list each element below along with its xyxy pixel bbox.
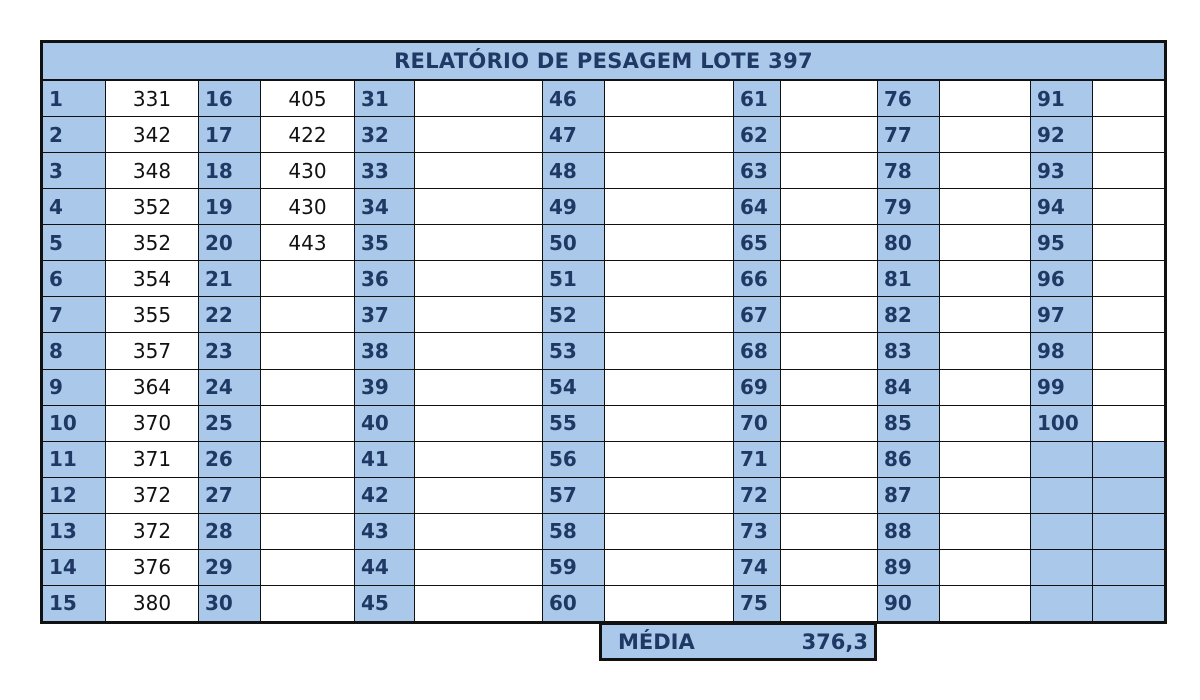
animal-number-cell: 71	[733, 442, 780, 477]
weight-value-cell	[780, 406, 877, 441]
animal-number-cell: 12	[43, 478, 105, 513]
animal-number-cell: 74	[733, 550, 780, 585]
weight-value-cell	[260, 478, 354, 513]
animal-number-cell: 95	[1030, 225, 1092, 260]
weight-value-cell	[939, 153, 1030, 188]
weight-value-cell: 443	[260, 225, 354, 260]
animal-number-cell: 16	[198, 81, 260, 116]
animal-number-cell: 57	[542, 478, 604, 513]
animal-number-cell: 30	[198, 586, 260, 621]
weight-value-cell	[260, 586, 354, 621]
animal-number-cell: 2	[43, 117, 105, 152]
weight-value-cell	[780, 333, 877, 368]
weight-value-cell	[260, 406, 354, 441]
animal-number-cell: 93	[1030, 153, 1092, 188]
animal-number-cell: 45	[354, 586, 414, 621]
animal-number-cell: 38	[354, 333, 414, 368]
weight-value-cell: 430	[260, 153, 354, 188]
average-box	[599, 624, 877, 661]
animal-number-cell: 28	[198, 514, 260, 549]
weight-value-cell	[604, 333, 733, 368]
weight-value-cell	[939, 586, 1030, 621]
table-row	[43, 332, 1164, 368]
weight-value-cell	[260, 442, 354, 477]
animal-number-cell: 41	[354, 442, 414, 477]
weight-value-cell	[604, 189, 733, 224]
animal-number-cell: 3	[43, 153, 105, 188]
animal-number-cell	[1030, 514, 1092, 549]
animal-number-cell: 46	[542, 81, 604, 116]
animal-number-cell: 34	[354, 189, 414, 224]
animal-number-cell: 62	[733, 117, 780, 152]
animal-number-cell: 76	[877, 81, 939, 116]
animal-number-cell: 39	[354, 370, 414, 405]
animal-number-cell: 96	[1030, 261, 1092, 296]
weight-value-cell	[1092, 189, 1164, 224]
table-row	[43, 513, 1164, 549]
weight-value-cell	[1092, 297, 1164, 332]
weight-value-cell	[1092, 442, 1164, 477]
weight-value-cell	[780, 478, 877, 513]
weight-value-cell: 405	[260, 81, 354, 116]
weight-value-cell	[1092, 550, 1164, 585]
animal-number-cell: 8	[43, 333, 105, 368]
average-label: MÉDIA	[618, 629, 695, 654]
weight-value-cell: 372	[105, 514, 198, 549]
animal-number-cell: 10	[43, 406, 105, 441]
weight-value-cell	[1092, 333, 1164, 368]
weight-value-cell	[780, 586, 877, 621]
animal-number-cell: 9	[43, 370, 105, 405]
animal-number-cell: 42	[354, 478, 414, 513]
animal-number-cell: 26	[198, 442, 260, 477]
table-row	[43, 441, 1164, 477]
animal-number-cell: 64	[733, 189, 780, 224]
animal-number-cell: 79	[877, 189, 939, 224]
animal-number-cell: 29	[198, 550, 260, 585]
animal-number-cell: 21	[198, 261, 260, 296]
animal-number-cell: 20	[198, 225, 260, 260]
weight-value-cell	[780, 117, 877, 152]
animal-number-cell: 14	[43, 550, 105, 585]
weight-value-cell	[414, 478, 542, 513]
animal-number-cell: 4	[43, 189, 105, 224]
weight-value-cell	[414, 550, 542, 585]
table-row	[43, 81, 1164, 116]
weight-value-cell	[604, 442, 733, 477]
weight-value-cell	[1092, 370, 1164, 405]
animal-number-cell: 18	[198, 153, 260, 188]
report-title: RELATÓRIO DE PESAGEM LOTE 397	[43, 43, 1164, 81]
animal-number-cell: 92	[1030, 117, 1092, 152]
weight-value-cell	[1092, 478, 1164, 513]
weight-value-cell	[780, 297, 877, 332]
weight-value-cell: 352	[105, 225, 198, 260]
animal-number-cell: 54	[542, 370, 604, 405]
weight-value-cell	[260, 261, 354, 296]
weight-value-cell	[604, 261, 733, 296]
weight-value-cell	[414, 261, 542, 296]
weight-value-cell	[939, 81, 1030, 116]
animal-number-cell: 5	[43, 225, 105, 260]
weight-value-cell	[414, 370, 542, 405]
weight-value-cell	[414, 189, 542, 224]
animal-number-cell: 89	[877, 550, 939, 585]
animal-number-cell: 97	[1030, 297, 1092, 332]
weight-value-cell	[1092, 153, 1164, 188]
weight-value-cell	[1092, 117, 1164, 152]
animal-number-cell: 6	[43, 261, 105, 296]
animal-number-cell: 31	[354, 81, 414, 116]
weight-value-cell	[939, 514, 1030, 549]
animal-number-cell: 32	[354, 117, 414, 152]
animal-number-cell: 82	[877, 297, 939, 332]
weight-value-cell	[939, 550, 1030, 585]
weight-value-cell	[780, 261, 877, 296]
weight-value-cell	[604, 406, 733, 441]
weight-value-cell	[939, 333, 1030, 368]
animal-number-cell: 58	[542, 514, 604, 549]
weight-value-cell	[1092, 514, 1164, 549]
animal-number-cell: 44	[354, 550, 414, 585]
animal-number-cell: 61	[733, 81, 780, 116]
animal-number-cell: 67	[733, 297, 780, 332]
weight-value-cell	[414, 153, 542, 188]
animal-number-cell: 24	[198, 370, 260, 405]
animal-number-cell: 60	[542, 586, 604, 621]
weight-value-cell: 370	[105, 406, 198, 441]
weight-value-cell	[1092, 586, 1164, 621]
animal-number-cell: 99	[1030, 370, 1092, 405]
table-row	[43, 296, 1164, 332]
animal-number-cell: 47	[542, 117, 604, 152]
weight-value-cell	[780, 550, 877, 585]
animal-number-cell: 37	[354, 297, 414, 332]
animal-number-cell	[1030, 586, 1092, 621]
weight-value-cell	[939, 189, 1030, 224]
animal-number-cell: 51	[542, 261, 604, 296]
weight-value-cell	[939, 297, 1030, 332]
weight-value-cell	[414, 225, 542, 260]
weight-value-cell	[604, 586, 733, 621]
weight-value-cell	[939, 117, 1030, 152]
weight-value-cell	[939, 261, 1030, 296]
animal-number-cell: 7	[43, 297, 105, 332]
weight-value-cell: 430	[260, 189, 354, 224]
animal-number-cell: 87	[877, 478, 939, 513]
animal-number-cell: 68	[733, 333, 780, 368]
animal-number-cell: 52	[542, 297, 604, 332]
animal-number-cell: 56	[542, 442, 604, 477]
table-row	[43, 152, 1164, 188]
weight-value-cell	[1092, 406, 1164, 441]
animal-number-cell: 73	[733, 514, 780, 549]
table-row	[43, 585, 1164, 621]
table-row	[43, 477, 1164, 513]
weight-value-cell: 422	[260, 117, 354, 152]
weight-value-cell: 372	[105, 478, 198, 513]
weight-value-cell	[780, 225, 877, 260]
weight-value-cell	[414, 81, 542, 116]
weight-value-cell	[260, 370, 354, 405]
weight-value-cell	[604, 225, 733, 260]
average-value: 376,3	[801, 629, 868, 654]
weighing-report-table	[40, 40, 1167, 624]
weight-value-cell: 357	[105, 333, 198, 368]
animal-number-cell: 23	[198, 333, 260, 368]
animal-number-cell: 59	[542, 550, 604, 585]
weight-value-cell	[939, 370, 1030, 405]
weight-value-cell	[604, 81, 733, 116]
animal-number-cell: 53	[542, 333, 604, 368]
animal-number-cell: 22	[198, 297, 260, 332]
animal-number-cell: 19	[198, 189, 260, 224]
table-row	[43, 116, 1164, 152]
weight-value-cell	[604, 297, 733, 332]
weight-value-cell	[780, 189, 877, 224]
animal-number-cell: 75	[733, 586, 780, 621]
animal-number-cell: 86	[877, 442, 939, 477]
animal-number-cell: 80	[877, 225, 939, 260]
weight-value-cell	[414, 514, 542, 549]
animal-number-cell: 85	[877, 406, 939, 441]
animal-number-cell: 63	[733, 153, 780, 188]
weight-value-cell	[780, 153, 877, 188]
animal-number-cell: 25	[198, 406, 260, 441]
weight-value-cell	[780, 81, 877, 116]
weight-value-cell	[939, 442, 1030, 477]
weight-value-cell	[780, 514, 877, 549]
weight-value-cell	[604, 514, 733, 549]
weight-value-cell: 331	[105, 81, 198, 116]
animal-number-cell: 11	[43, 442, 105, 477]
table-row	[43, 549, 1164, 585]
weight-value-cell	[1092, 261, 1164, 296]
weight-value-cell	[939, 406, 1030, 441]
animal-number-cell: 33	[354, 153, 414, 188]
weight-value-cell	[604, 370, 733, 405]
weight-value-cell	[414, 406, 542, 441]
animal-number-cell: 55	[542, 406, 604, 441]
weight-value-cell: 342	[105, 117, 198, 152]
animal-number-cell: 48	[542, 153, 604, 188]
animal-number-cell: 49	[542, 189, 604, 224]
weight-value-cell	[604, 117, 733, 152]
weight-value-cell: 376	[105, 550, 198, 585]
weight-value-cell	[780, 442, 877, 477]
weight-value-cell: 364	[105, 370, 198, 405]
weight-value-cell	[414, 333, 542, 368]
weight-value-cell	[414, 117, 542, 152]
weight-value-cell	[260, 333, 354, 368]
weight-value-cell: 371	[105, 442, 198, 477]
weights-grid	[43, 81, 1164, 621]
animal-number-cell: 83	[877, 333, 939, 368]
animal-number-cell: 40	[354, 406, 414, 441]
animal-number-cell	[1030, 478, 1092, 513]
table-row	[43, 188, 1164, 224]
animal-number-cell: 66	[733, 261, 780, 296]
animal-number-cell: 78	[877, 153, 939, 188]
animal-number-cell: 90	[877, 586, 939, 621]
animal-number-cell: 84	[877, 370, 939, 405]
weight-value-cell: 380	[105, 586, 198, 621]
animal-number-cell: 27	[198, 478, 260, 513]
animal-number-cell: 77	[877, 117, 939, 152]
animal-number-cell: 72	[733, 478, 780, 513]
weight-value-cell	[1092, 225, 1164, 260]
table-row	[43, 224, 1164, 260]
animal-number-cell: 13	[43, 514, 105, 549]
weight-value-cell	[604, 478, 733, 513]
animal-number-cell: 98	[1030, 333, 1092, 368]
animal-number-cell: 100	[1030, 406, 1092, 441]
weight-value-cell	[414, 442, 542, 477]
animal-number-cell: 1	[43, 81, 105, 116]
weight-value-cell: 355	[105, 297, 198, 332]
weight-value-cell	[414, 297, 542, 332]
animal-number-cell: 88	[877, 514, 939, 549]
weight-value-cell: 348	[105, 153, 198, 188]
table-row	[43, 260, 1164, 296]
table-row	[43, 369, 1164, 405]
animal-number-cell: 69	[733, 370, 780, 405]
weight-value-cell	[780, 370, 877, 405]
animal-number-cell	[1030, 550, 1092, 585]
animal-number-cell: 50	[542, 225, 604, 260]
weight-value-cell	[414, 586, 542, 621]
animal-number-cell: 17	[198, 117, 260, 152]
animal-number-cell	[1030, 442, 1092, 477]
weight-value-cell: 354	[105, 261, 198, 296]
animal-number-cell: 91	[1030, 81, 1092, 116]
animal-number-cell: 15	[43, 586, 105, 621]
animal-number-cell: 35	[354, 225, 414, 260]
weight-value-cell	[604, 153, 733, 188]
weight-value-cell	[260, 297, 354, 332]
weight-value-cell	[1092, 81, 1164, 116]
animal-number-cell: 43	[354, 514, 414, 549]
weight-value-cell	[604, 550, 733, 585]
weight-value-cell	[260, 514, 354, 549]
animal-number-cell: 36	[354, 261, 414, 296]
weight-value-cell: 352	[105, 189, 198, 224]
animal-number-cell: 65	[733, 225, 780, 260]
table-row	[43, 405, 1164, 441]
weight-value-cell	[939, 478, 1030, 513]
animal-number-cell: 81	[877, 261, 939, 296]
weight-value-cell	[260, 550, 354, 585]
animal-number-cell: 70	[733, 406, 780, 441]
weight-value-cell	[939, 225, 1030, 260]
animal-number-cell: 94	[1030, 189, 1092, 224]
